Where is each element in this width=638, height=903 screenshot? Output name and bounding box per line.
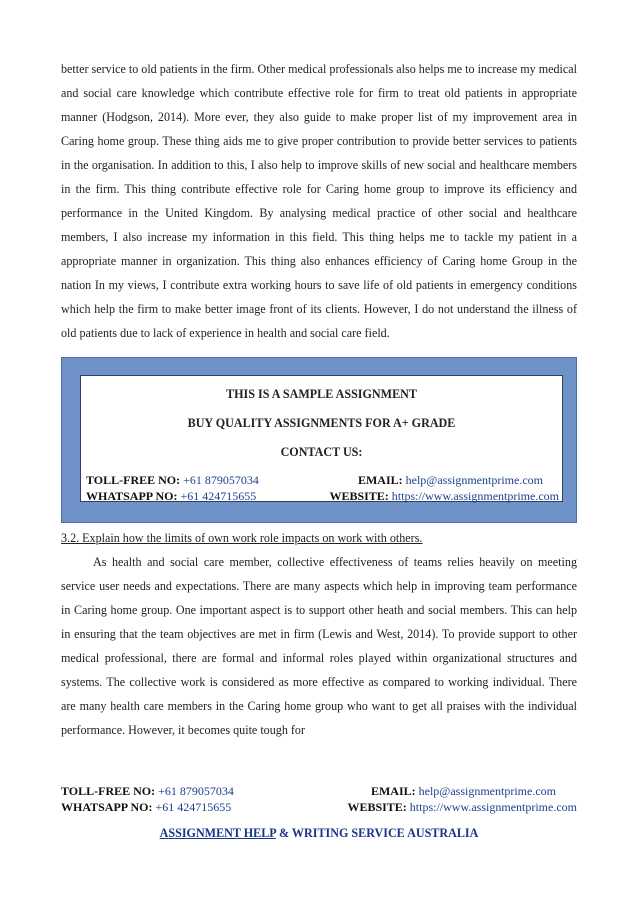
notice-sample-line: THIS IS A SAMPLE ASSIGNMENT: [226, 387, 417, 401]
sample-notice-box: [61, 357, 577, 523]
notice-website-link[interactable]: https://www.assignmentprime.com: [391, 489, 559, 503]
notice-email-link[interactable]: help@assignmentprime.com: [405, 473, 543, 487]
footer-email-link[interactable]: help@assignmentprime.com: [418, 784, 556, 798]
tagline-rest: & WRITING SERVICE AUSTRALIA: [276, 826, 479, 840]
assignment-help-link[interactable]: ASSIGNMENT HELP: [159, 826, 277, 840]
notice-contact-line: CONTACT US:: [280, 445, 363, 459]
footer-whatsapp-value[interactable]: +61 424715655: [155, 800, 232, 814]
notice-email-label: EMAIL:: [357, 473, 403, 487]
footer-email-label: EMAIL:: [370, 784, 416, 798]
footer-website-link[interactable]: https://www.assignmentprime.com: [409, 800, 577, 814]
footer-tollfree-value[interactable]: +61 879057034: [158, 784, 234, 798]
footer-whatsapp-label: WHATSAPP NO:: [61, 800, 153, 814]
notice-inner-panel: [80, 375, 563, 502]
footer-tollfree-label: TOLL-FREE NO:: [61, 784, 156, 798]
footer-website-label: WEBSITE:: [347, 800, 407, 814]
notice-whatsapp-label: WHATSAPP NO:: [86, 489, 178, 503]
notice-whatsapp-value[interactable]: +61 424715655: [180, 489, 257, 503]
section-heading: 3.2. Explain how the limits of own work role impacts on work with others.: [61, 531, 423, 545]
notice-website-label: WEBSITE:: [329, 489, 389, 503]
notice-tollfree-label: TOLL-FREE NO:: [86, 473, 181, 487]
paragraph-text: better service to old patients in the firm. Other medical professionals also helps me to increase my medical and social care knowledge which contribute effective role for firm to treat old patients in appropriate manner (Hodgson, 2014). More ever, they also guide to make proper list of my improvement area in Caring home group. These thing aids me to give proper contribution to provide better services to patients in the organisation. In addition to this, I also help to improve skills of new social and healthcare members in the firm. This thing contribute effective role for Caring home group to improve its efficiency and performance in the United Kingdom. By analysing medical practice of other social and healthcare members, I also increase my information in this field. This thing helps me to tackle my patient in a appropriate manner in organization. This thing also enhances efficiency of Caring home Group in the nation In my views, I contribute extra working hours to save life of old patients in emergency conditions which help the firm to make better image front of its clients. However, I do not understand the illness of old patients due to lack of experience in health and social care field.: [61, 62, 577, 340]
body-paragraph-2: [61, 550, 577, 742]
notice-tollfree-value[interactable]: +61 879057034: [183, 473, 259, 487]
notice-buy-line: BUY QUALITY ASSIGNMENTS FOR A+ GRADE: [187, 416, 456, 430]
paragraph-text: As health and social care member, collective effectiveness of teams relies heavily on meeting service user needs and expectations. There are many aspects which help in improving team performance in Caring home group. One important aspect is to support other heath and social members. This can help in ensuring that the team objectives are met in firm (Lewis and West, 2014). To provide support to other medical professional, there are formal and informal roles played within organizational structures and systems. The collective work is considered as more effective as compared to working individual. There are many health care members in the Caring home group who want to get all praises with the individual performance. However, it becomes quite tough for: [61, 555, 577, 737]
footer-tagline: [0, 826, 638, 841]
body-paragraph-1: [61, 57, 577, 345]
